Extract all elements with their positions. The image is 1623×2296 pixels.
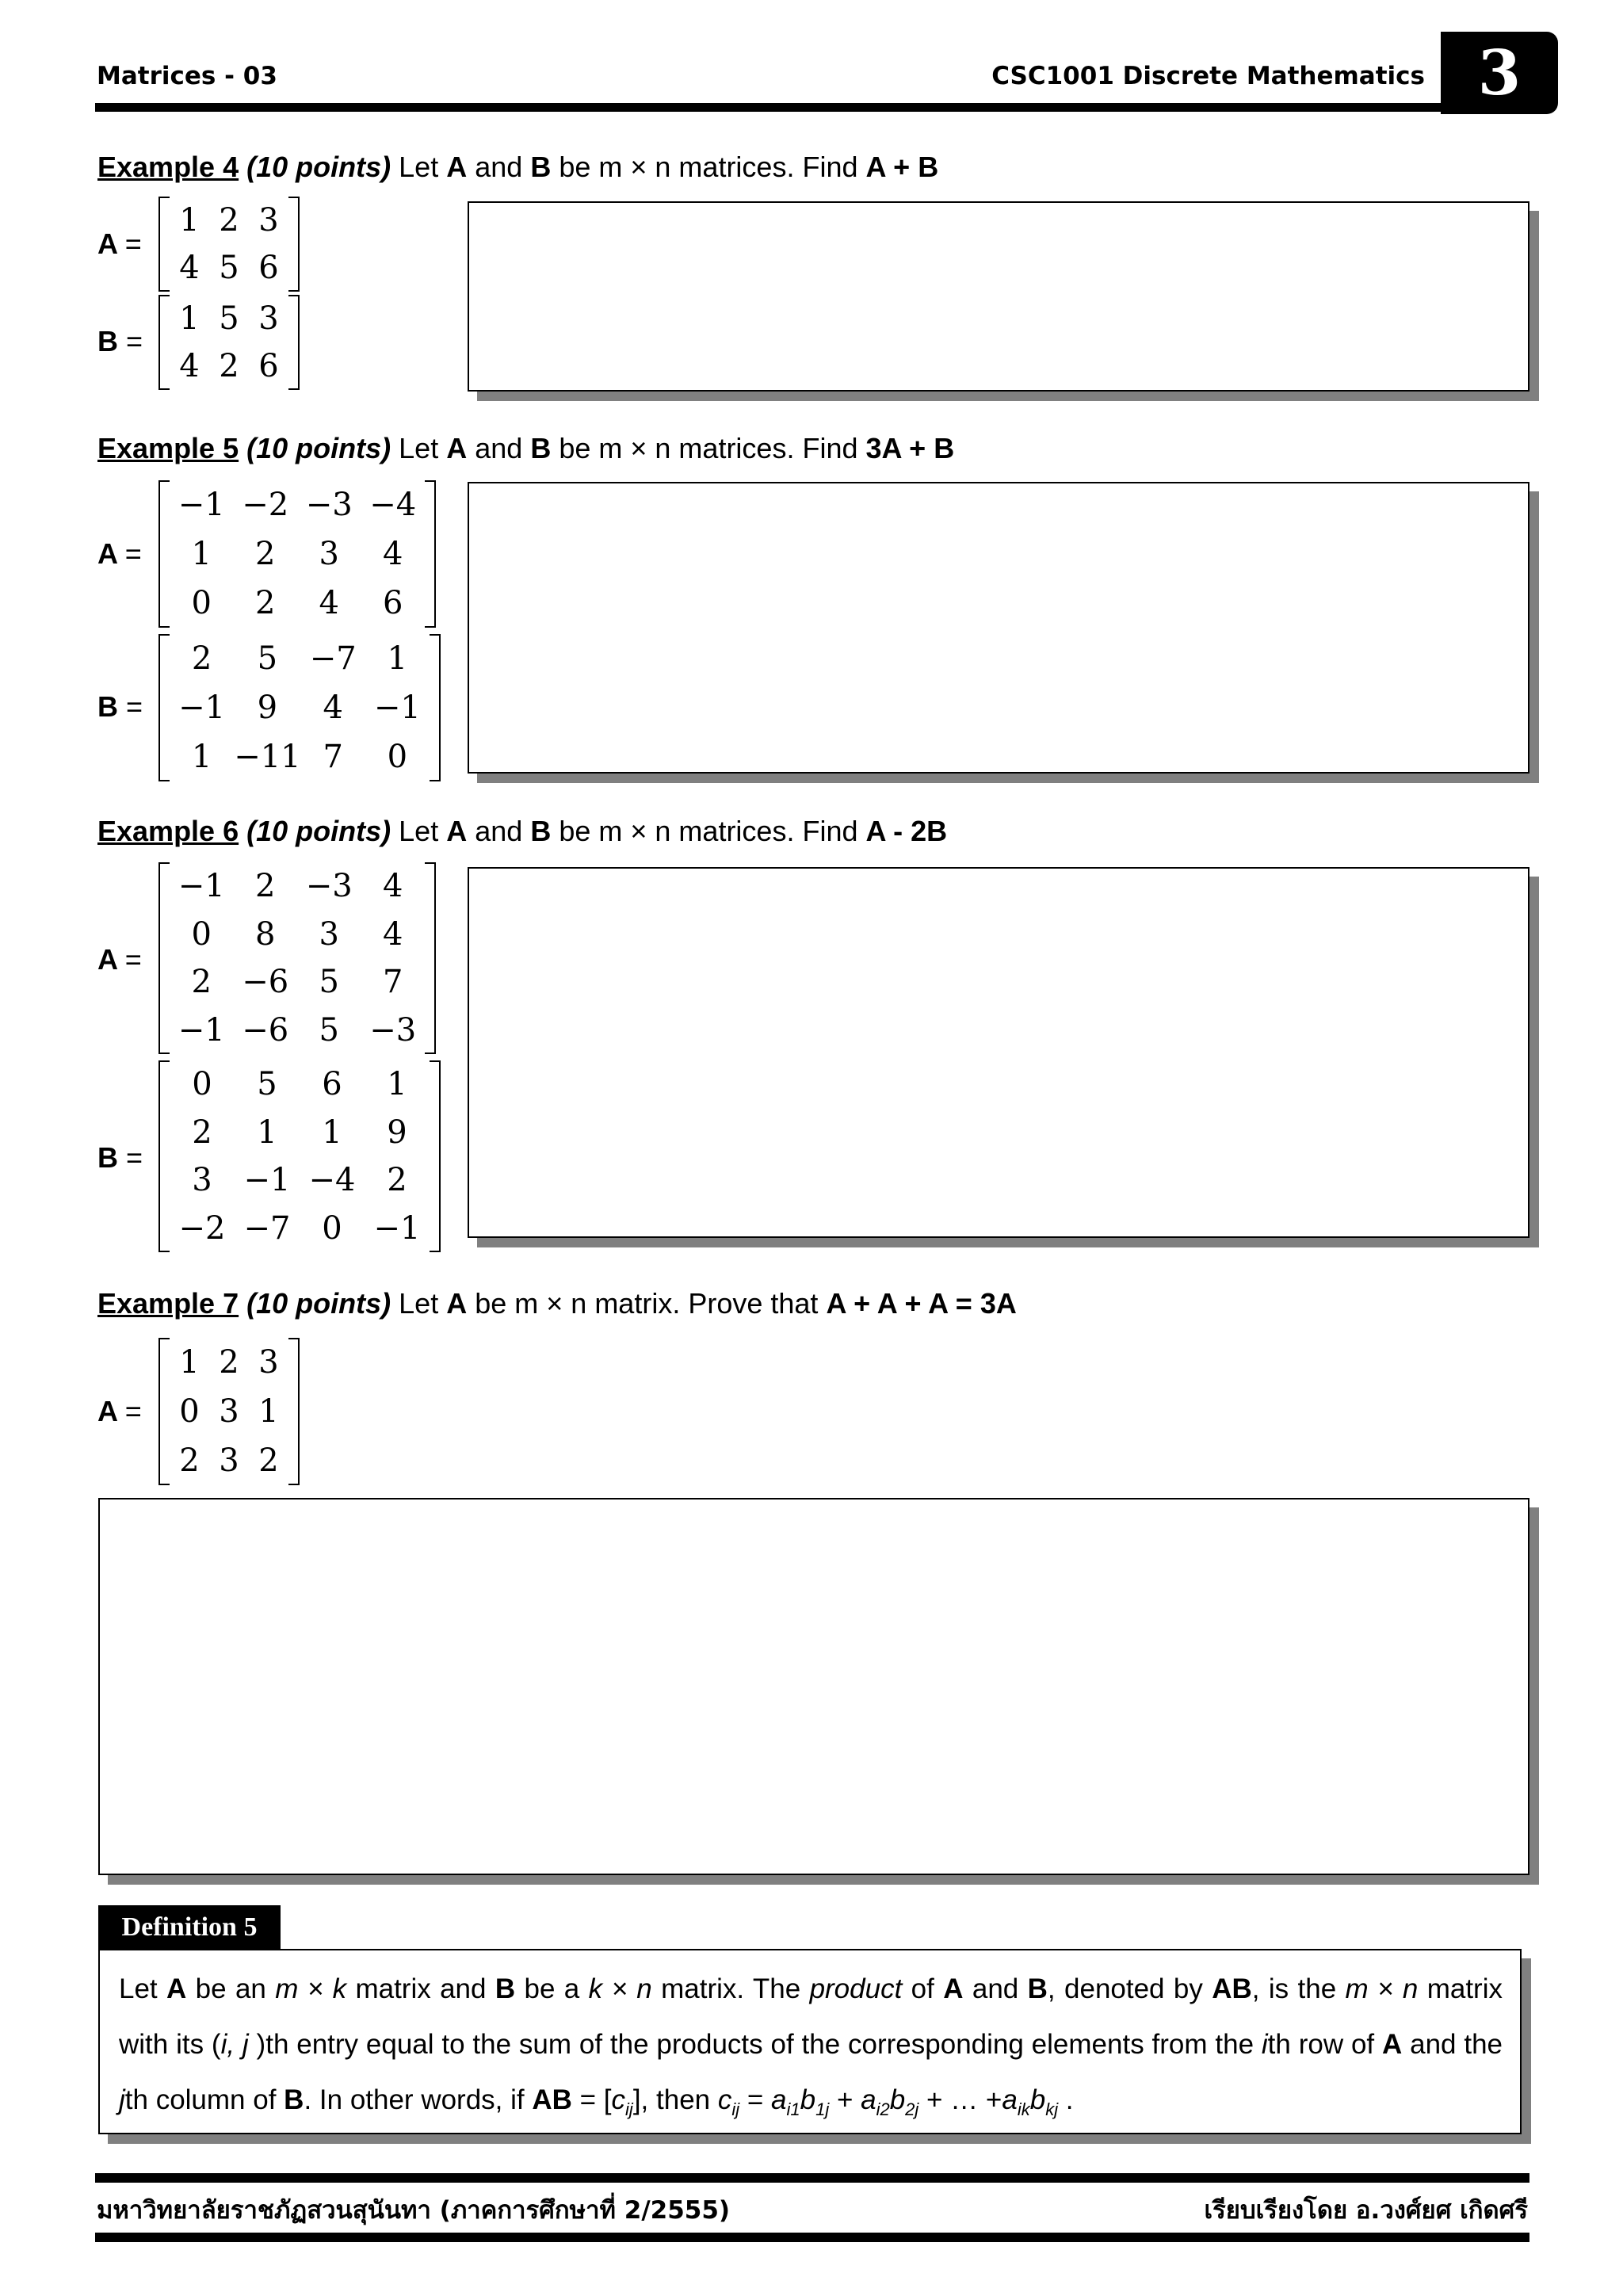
heading-task: A + B: [865, 151, 939, 183]
matrix-cell: 1: [179, 202, 200, 239]
matrix-cell: 0: [192, 1066, 212, 1103]
matrix-cell: 4: [179, 348, 200, 384]
matrix-b: [158, 295, 300, 390]
matrix-a: [158, 862, 436, 1054]
definition-box: [98, 1949, 1522, 2134]
matrix-cell: 5: [257, 640, 278, 677]
matrix-cell: −1: [373, 690, 421, 726]
example-points: (10 points): [246, 1287, 391, 1320]
matrix-cell: 0: [191, 585, 212, 621]
matrix-label: A =: [97, 227, 142, 260]
heading-matrix-a: A: [446, 1287, 468, 1320]
matrix-cell: 3: [258, 300, 279, 337]
answer-box-example-7[interactable]: [98, 1498, 1529, 1875]
matrix-label: A =: [97, 943, 142, 976]
matrix-cell: 2: [387, 1162, 407, 1199]
matrix-left-bracket: [158, 197, 170, 292]
matrix-cell: −2: [242, 487, 289, 523]
matrix-cell: 1: [191, 739, 212, 775]
example-label: Example 4: [97, 151, 239, 183]
matrix-cell: 2: [192, 1114, 212, 1151]
example-label: Example 7: [97, 1287, 239, 1320]
matrix-cell: −1: [243, 1162, 291, 1199]
matrix-b: [158, 634, 441, 781]
matrix-cell: 9: [387, 1114, 407, 1151]
matrix-cell: 1: [179, 300, 200, 337]
example-points: (10 points): [246, 151, 391, 183]
matrix-cell: 1: [257, 1114, 277, 1151]
matrix-cell: 6: [383, 585, 403, 621]
matrix-cell: 2: [179, 1442, 200, 1479]
heading-task: 3A + B: [865, 432, 955, 464]
answer-box-example-5[interactable]: [468, 482, 1529, 774]
matrix-left-bracket: [158, 480, 170, 628]
heading-matrix-a: A: [446, 151, 468, 183]
heading-text: be m × n matrices. Find: [559, 151, 858, 183]
matrix-left-bracket: [158, 295, 170, 390]
matrix-right-bracket: [288, 197, 300, 292]
matrix-cell: −11: [234, 739, 301, 775]
matrix-left-bracket: [158, 862, 170, 1054]
answer-box-example-6[interactable]: [468, 867, 1529, 1238]
footer-rule-top: [95, 2173, 1529, 2183]
matrix-cell: 4: [383, 868, 403, 905]
matrix-left-bracket: [158, 634, 170, 781]
matrix-cell: 1: [179, 1344, 200, 1381]
heading-matrix-b: B: [530, 151, 552, 183]
matrix-cell: 1: [322, 1114, 342, 1151]
answer-box-example-4[interactable]: [468, 201, 1529, 392]
matrix-cell: −7: [243, 1209, 291, 1247]
example-7-heading: [97, 1287, 1017, 1320]
example-6-heading: [97, 815, 947, 848]
matrix-cell: 1: [191, 536, 212, 572]
matrix-cell: 0: [322, 1209, 342, 1247]
matrix-a: [158, 197, 300, 292]
matrix-cell: −1: [178, 1011, 225, 1049]
matrix-cell: 7: [383, 964, 403, 1001]
matrix-cell: −1: [178, 487, 225, 523]
matrix-cell: −2: [178, 1209, 226, 1247]
footer-author: เรียบเรียงโดย อ.วงศ์ยศ เกิดศรี: [1204, 2196, 1528, 2225]
matrix-cell: −7: [309, 640, 357, 677]
matrix-cell: 5: [219, 300, 239, 337]
matrix-cell: 2: [191, 964, 212, 1001]
matrix-cell: 2: [255, 868, 276, 905]
matrix-cell: 4: [179, 250, 200, 286]
example-4-heading: [97, 151, 938, 184]
matrix-cell: 9: [257, 690, 278, 726]
matrix-cell: 3: [258, 1344, 279, 1381]
matrix-cell: 0: [387, 739, 408, 775]
heading-text: Let: [399, 432, 439, 464]
matrix-cell: 3: [258, 202, 279, 239]
example-5-heading: [97, 432, 954, 465]
matrix-cell: −6: [242, 1011, 289, 1049]
matrix-cell: 2: [255, 585, 276, 621]
heading-text: be m × n matrices. Find: [559, 432, 858, 464]
matrix-cell: 5: [219, 250, 239, 286]
heading-text: and: [475, 151, 523, 183]
footer-university: มหาวิทยาลัยราชภัฏสวนสุนันทา (ภาคการศึกษาที่ 2/2555): [97, 2196, 731, 2225]
matrix-label: B =: [97, 1141, 143, 1174]
matrix-cell: 0: [179, 1393, 200, 1430]
definition-title: Definition 5: [98, 1905, 281, 1950]
matrix-cell: −3: [369, 1011, 417, 1049]
matrix-cell: 5: [257, 1066, 277, 1103]
matrix-right-bracket: [425, 480, 436, 628]
matrix-right-bracket: [425, 862, 436, 1054]
matrix-cell: 4: [383, 536, 403, 572]
heading-matrix-b: B: [530, 432, 552, 464]
matrix-cell: 6: [258, 250, 279, 286]
matrix-cell: 7: [323, 739, 343, 775]
matrix-label: B =: [97, 325, 143, 357]
heading-matrix-a: A: [446, 432, 468, 464]
matrix-cell: −1: [178, 868, 225, 905]
matrix-cell: 3: [219, 1393, 239, 1430]
matrix-right-bracket: [430, 1060, 441, 1252]
matrix-cell: −1: [373, 1209, 421, 1247]
matrix-cell: 2: [258, 1442, 279, 1479]
matrix-cell: 5: [319, 1011, 339, 1049]
heading-matrix-b: B: [530, 815, 552, 847]
matrix-cell: 4: [319, 585, 339, 621]
heading-text: and: [475, 432, 523, 464]
matrix-cell: 2: [255, 536, 276, 572]
matrix-label: A =: [97, 537, 142, 570]
header-course-title: CSC1001 Discrete Mathematics: [991, 62, 1425, 90]
example-points: (10 points): [246, 432, 391, 464]
page-number-badge: 3: [1441, 32, 1558, 114]
matrix-cell: −3: [305, 868, 353, 905]
matrix-cell: −4: [308, 1162, 356, 1199]
example-points: (10 points): [246, 815, 391, 847]
matrix-b: [158, 1060, 441, 1252]
matrix-cell: 4: [323, 690, 343, 726]
matrix-right-bracket: [288, 1338, 300, 1485]
example-label: Example 5: [97, 432, 239, 464]
matrix-cell: 2: [219, 1344, 239, 1381]
footer-rule-bottom: [95, 2233, 1529, 2242]
header-course-section: Matrices - 03: [97, 62, 277, 90]
matrix-cell: 1: [387, 1066, 407, 1103]
matrix-cell: −1: [178, 690, 226, 726]
matrix-cell: 3: [319, 915, 339, 953]
matrix-a: [158, 480, 436, 628]
matrix-right-bracket: [288, 295, 300, 390]
heading-text: Let: [399, 815, 439, 847]
matrix-cell: 4: [383, 915, 403, 953]
heading-text: be m × n matrices. Find: [559, 815, 858, 847]
definition-text: Let A be an m × k matrix and B be a k × n matrix. The product of A and B, denoted by AB, is the m × n matrix with its (i, j )th entry equal to the sum of the products of the corresponding elements from the ith row of A and the jth column of B. In other words, if AB = $[c_{ij}]$, then $c_{ij} = a_{i1}b_{1j} + a_{i2}b_{2j}$ + … $+a_{ik}b_{kj}$ .: [119, 1973, 1503, 2119]
matrix-left-bracket: [158, 1338, 170, 1485]
matrix-cell: −3: [305, 487, 353, 523]
matrix-cell: −6: [242, 964, 289, 1001]
matrix-cell: 3: [319, 536, 339, 572]
heading-text: Let: [399, 1287, 439, 1320]
matrix-cell: 1: [387, 640, 408, 677]
matrix-a: [158, 1338, 300, 1485]
matrix-cell: 3: [192, 1162, 212, 1199]
heading-text: and: [475, 815, 523, 847]
heading-task: A + A + A = 3A: [826, 1287, 1017, 1320]
matrix-left-bracket: [158, 1060, 170, 1252]
heading-text: Let: [399, 151, 439, 183]
matrix-cell: 3: [219, 1442, 239, 1479]
matrix-cell: 6: [322, 1066, 342, 1103]
example-label: Example 6: [97, 815, 239, 847]
matrix-cell: 2: [219, 348, 239, 384]
matrix-cell: 5: [319, 964, 339, 1001]
matrix-right-bracket: [430, 634, 441, 781]
matrix-label: B =: [97, 690, 143, 723]
matrix-cell: −4: [369, 487, 417, 523]
matrix-cell: 2: [219, 202, 239, 239]
header-rule: [95, 103, 1553, 112]
heading-matrix-a: A: [446, 815, 468, 847]
heading-task: A - 2B: [865, 815, 948, 847]
matrix-cell: 0: [191, 915, 212, 953]
heading-text: be m × n matrix. Prove that: [475, 1287, 819, 1320]
matrix-cell: 2: [191, 640, 212, 677]
matrix-cell: 8: [255, 915, 276, 953]
matrix-cell: 1: [258, 1393, 279, 1430]
matrix-cell: 6: [258, 348, 279, 384]
matrix-label: A =: [97, 1395, 142, 1427]
